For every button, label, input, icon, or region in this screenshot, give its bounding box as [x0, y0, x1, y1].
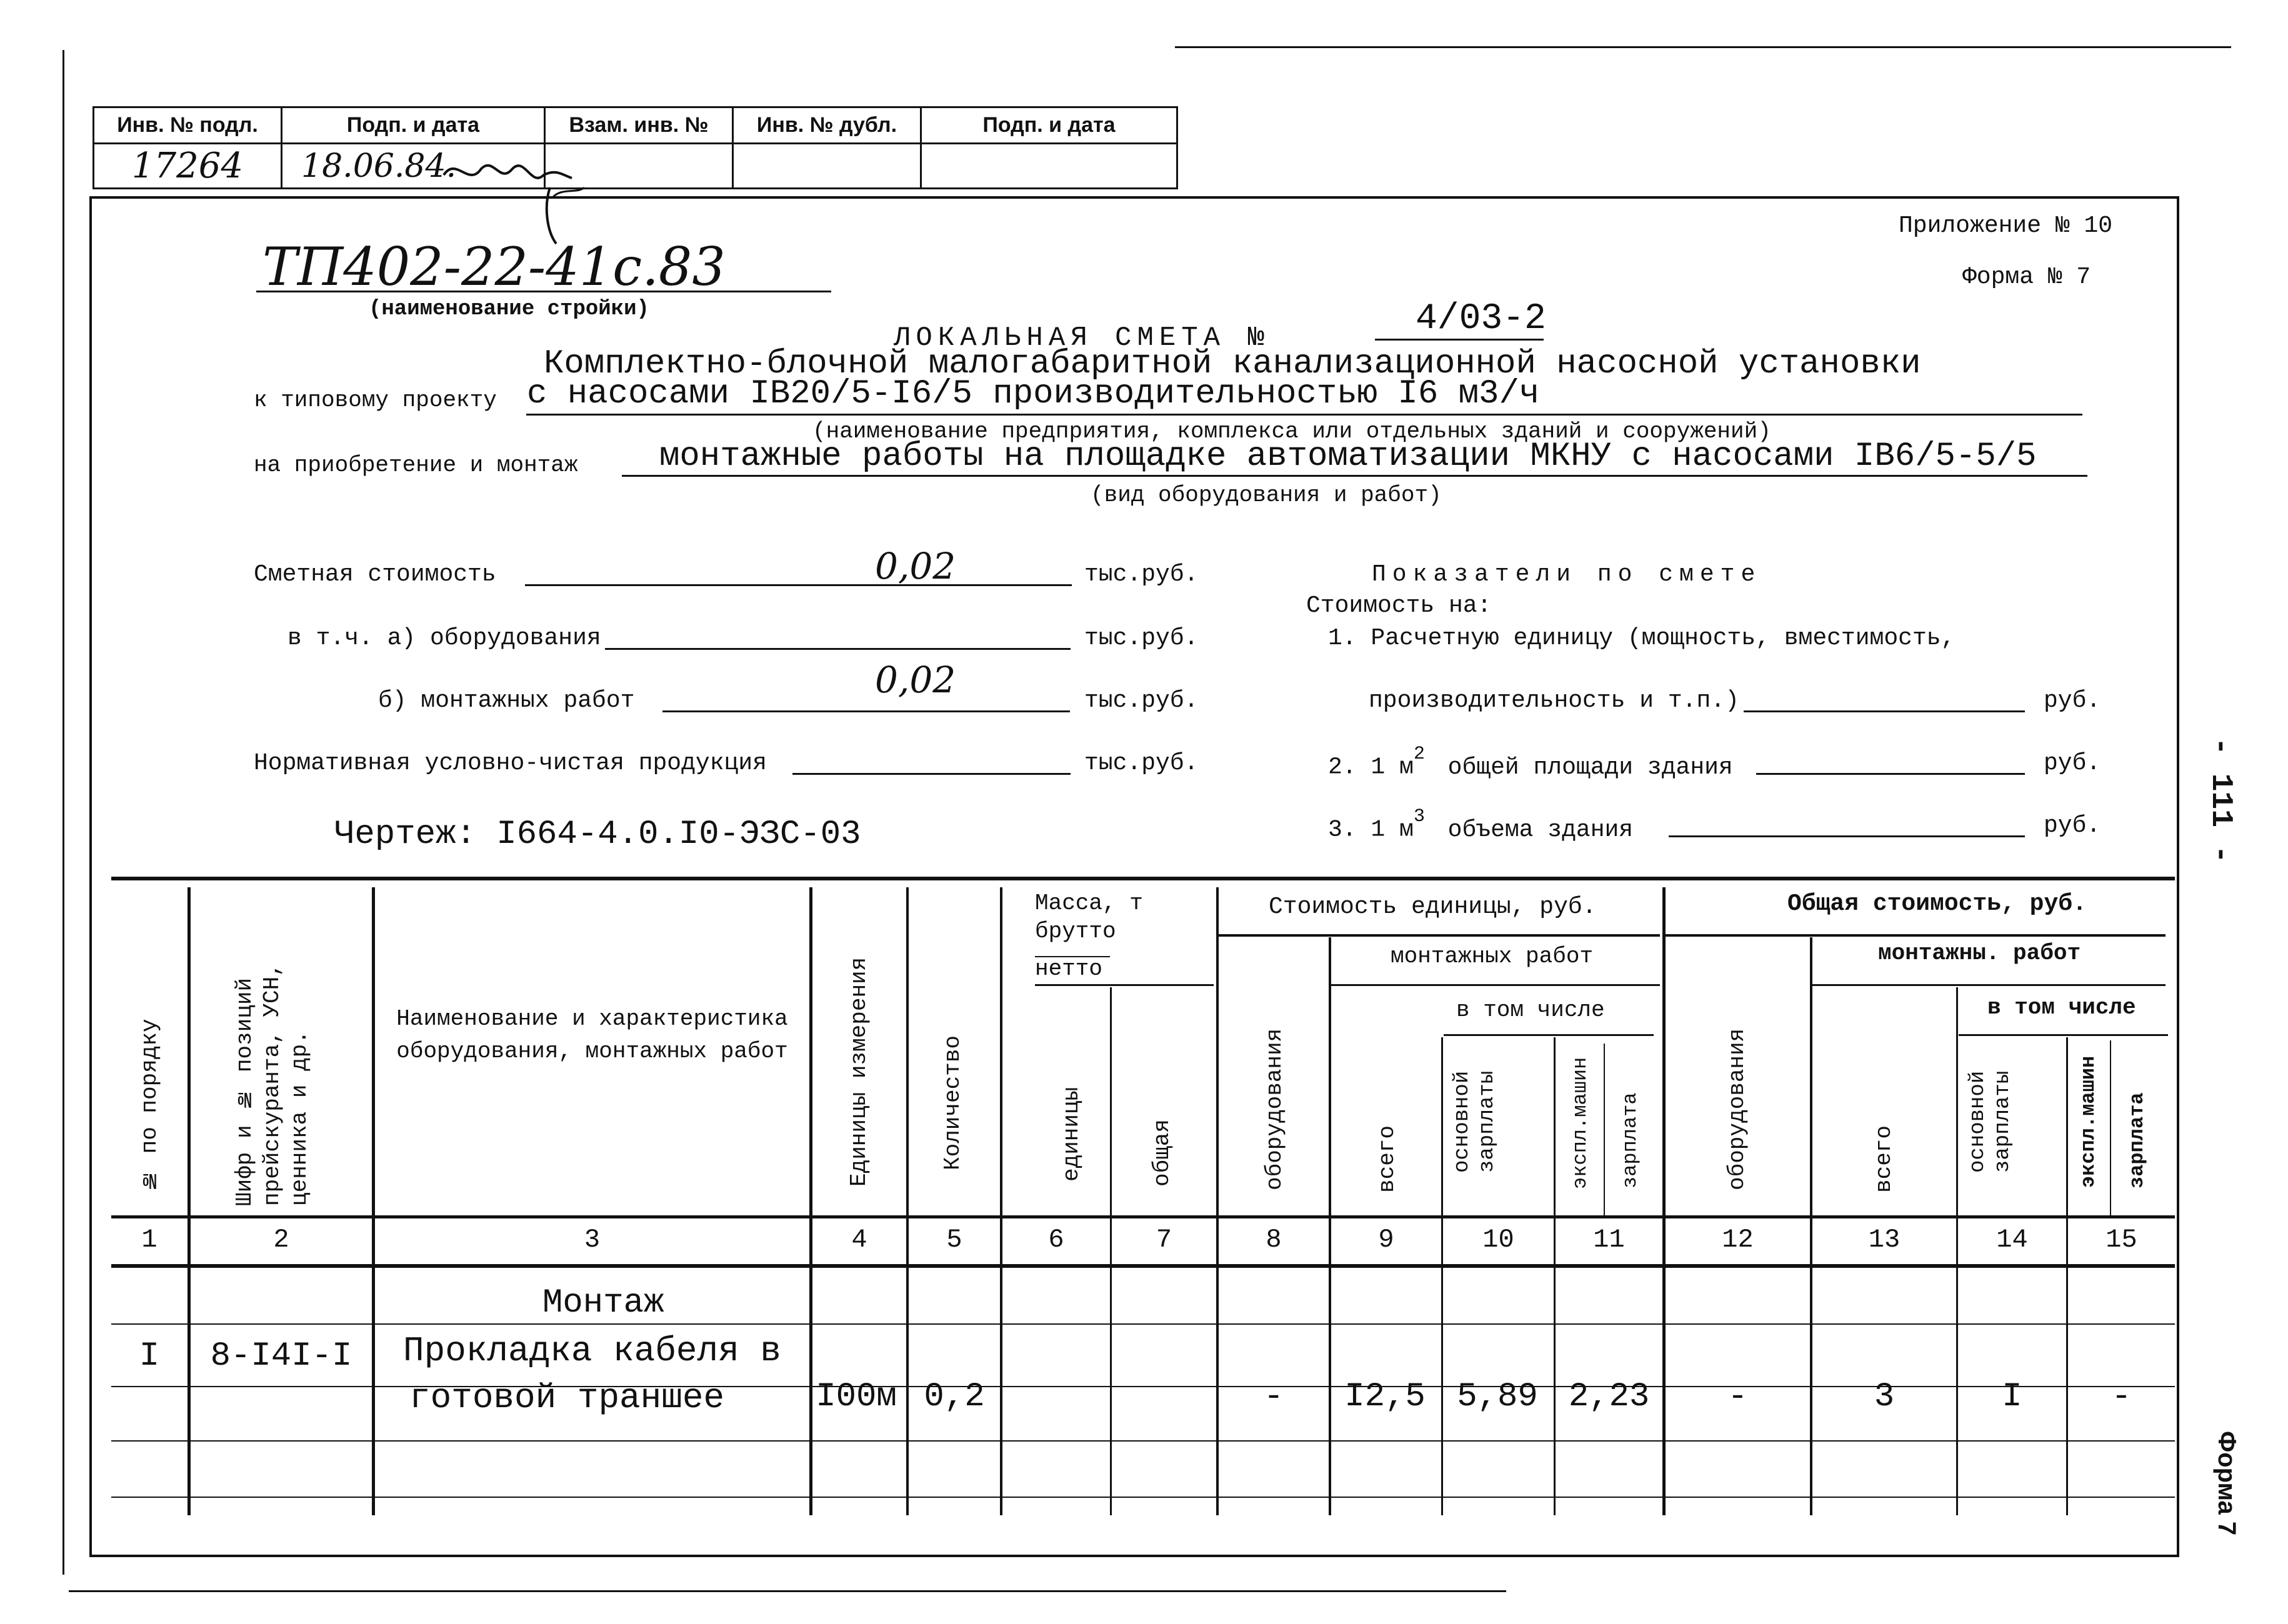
col-line-6 — [1000, 887, 1002, 1515]
table-header-bottom-line — [111, 1215, 2175, 1218]
hdr-unit-machine: экспл.машин — [1569, 1057, 1592, 1190]
signature-image — [437, 150, 600, 250]
project-caption: (наименование предприятия, комплекса или отдельных зданий и сооружений) — [812, 419, 1771, 444]
hdr-totalcost-install-line — [1812, 984, 2166, 986]
table-row-line-1 — [111, 1323, 2175, 1325]
stamp-value-inv-podl: 17264 — [94, 144, 282, 189]
page-frame-top-line — [1175, 46, 2231, 48]
indicator-item-2-underline — [1756, 773, 2025, 775]
hdr-mass-line — [1035, 984, 1214, 986]
row-c14: I — [2002, 1378, 2022, 1416]
stamp-value-podp — [921, 144, 1177, 189]
indicator-item-3-underline — [1669, 835, 2025, 837]
col-line-12 — [1662, 887, 1666, 1515]
hdr-mass-brutto: брутто — [1035, 919, 1116, 944]
project-line-1: Комплектно-блочной малогабаритной канализационной насосной установки — [544, 345, 1921, 383]
estimate-number: 4/03-2 — [1416, 299, 1546, 339]
hdr-code-text: Шифр и № позиций прейскуранта, УСН, ценника и др. — [232, 963, 312, 1206]
hdr-totalcost-line — [1666, 934, 2166, 937]
indicator-item-2 — [1328, 744, 1733, 781]
colnum-5: 5 — [946, 1225, 962, 1255]
page-frame-left-top — [62, 50, 64, 1575]
construction-name-underline — [256, 291, 831, 292]
colnum-4: 4 — [851, 1225, 867, 1255]
hdr-qty: Количество — [940, 1035, 966, 1171]
hdr-unit-all: всего — [1374, 1125, 1400, 1193]
estimate-number-underline — [1375, 339, 1544, 341]
row-num: I — [139, 1337, 160, 1375]
hdr-name — [375, 1003, 809, 1068]
hdr-total-equipment: оборудования — [1724, 1028, 1750, 1190]
equipment-cost-label: в т.ч. а) оборудования — [287, 625, 601, 652]
row-unit: I00м — [816, 1378, 897, 1416]
page-frame-bottom-line — [69, 1590, 1506, 1592]
stamp-value-date: 18.06.84. — [282, 144, 545, 189]
approval-stamp-table — [92, 106, 1178, 189]
purchase-underline — [622, 475, 2087, 477]
hdr-total-machine: экспл.машин — [2077, 1055, 2100, 1188]
indicator-item-2-label: 2. 1 м — [1328, 754, 1414, 781]
hdr-mass: Масса, т — [1035, 890, 1143, 916]
hdr-unit-salary: зарплата — [1619, 1092, 1642, 1188]
normative-unit: тыс.руб. — [1084, 750, 1199, 777]
stamp-header-podp-data-2: Подп. и дата — [921, 107, 1177, 144]
form-border-right — [2177, 196, 2179, 1555]
estimated-cost-unit: тыс.руб. — [1084, 561, 1199, 588]
indicator-item-1a: 1. Расчетную единицу (мощность, вместимость, — [1328, 625, 1956, 652]
equipment-cost-unit: тыс.руб. — [1084, 625, 1199, 652]
colnum-7: 7 — [1156, 1225, 1172, 1255]
hdr-units: Единицы измерения — [846, 957, 872, 1187]
row-code: 8-I4I-I — [210, 1337, 352, 1375]
table-row-line-4 — [111, 1497, 2175, 1498]
project-label: к типовому проекту — [254, 387, 497, 413]
colnum-15: 15 — [2106, 1225, 2137, 1255]
hdr-total-installation: монтажны. работ — [1878, 940, 2081, 966]
normative-underline — [792, 773, 1071, 775]
col-line-10 — [1441, 1037, 1443, 1515]
side-page-number: - 111 - — [2204, 737, 2237, 864]
indicator-item-3 — [1328, 806, 1634, 844]
construction-name: ТП402-22-41с.83 — [262, 236, 726, 297]
hdr-mass-total: общая — [1149, 1118, 1175, 1187]
row-c12: - — [1727, 1378, 1748, 1416]
hdr-order: № по порядку — [137, 1019, 162, 1193]
col-line-15 — [2066, 1037, 2068, 1515]
colnum-3: 3 — [584, 1225, 601, 1255]
row-qty: 0,2 — [924, 1378, 985, 1416]
purchase-caption: (вид оборудования и работ) — [1091, 482, 1442, 508]
colnum-11: 11 — [1593, 1225, 1625, 1255]
colnum-2: 2 — [273, 1225, 289, 1255]
indicators-title: Показатели по смете — [1372, 561, 1762, 588]
installation-cost-underline — [662, 710, 1070, 712]
hdr-unit-cost: Стоимость единицы, руб. — [1269, 894, 1597, 920]
hdr-mass-netto: нетто — [1035, 956, 1103, 982]
indicators-cost-on: Стоимость на: — [1306, 592, 1492, 619]
colnum-1: 1 — [141, 1225, 157, 1255]
col-line-3 — [372, 887, 375, 1515]
stamp-header-podp-data: Подп. и дата — [282, 107, 545, 144]
hdr-total-base-salary — [1966, 1037, 2059, 1206]
drawing-reference: Чертеж: I664-4.0.I0-ЭЗС-03 — [334, 815, 861, 854]
construction-caption: (наименование стройки) — [369, 297, 649, 321]
estimated-cost-underline — [525, 584, 1072, 586]
col-line-11b — [1604, 1044, 1605, 1215]
colnum-14: 14 — [1996, 1225, 2028, 1255]
table-row-line-3 — [111, 1440, 2175, 1442]
purchase-value: монтажные работы на площадке автоматизации МКНУ с насосами IВ6/5-5/5 — [659, 437, 2037, 476]
hdr-total-salary: зарплата — [2126, 1092, 2149, 1188]
installation-cost-value: 0,02 — [875, 659, 956, 701]
row-c15: - — [2111, 1378, 2132, 1416]
row-c8: - — [1263, 1378, 1284, 1416]
indicator-item-3-rest: объема здания — [1447, 816, 1634, 844]
estimate-title: ЛОКАЛЬНАЯ СМЕТА № — [894, 322, 1270, 354]
stamp-header-vzam-inv: Взам. инв. № — [545, 107, 733, 144]
equipment-cost-underline — [605, 648, 1071, 650]
col-line-15b — [2110, 1040, 2111, 1215]
form-number-label: Форма № 7 — [1962, 264, 2091, 291]
stamp-header-inv-dubl: Инв. № дубл. — [733, 107, 921, 144]
installation-cost-label: б) монтажных работ — [378, 687, 635, 714]
colnum-8: 8 — [1266, 1225, 1282, 1255]
col-line-8 — [1216, 887, 1219, 1515]
project-line-2: с насосами IВ20/5-I6/5 производительностью I6 м3/ч — [527, 375, 1540, 413]
indicator-item-3-label: 3. 1 м — [1328, 816, 1414, 844]
indicator-item-2-unit: руб. — [2044, 750, 2101, 777]
hdr-unit-base-salary — [1450, 1037, 1544, 1206]
stamp-header-inv-podl: Инв. № подл. — [94, 107, 282, 144]
hdr-total-cost: Общая стоимость, руб. — [1787, 890, 2087, 917]
section-title: Монтаж — [542, 1284, 664, 1322]
indicator-item-3-sup: 3 — [1413, 806, 1425, 827]
col-line-2 — [187, 887, 191, 1515]
colnum-10: 10 — [1482, 1225, 1514, 1255]
col-line-11 — [1554, 1037, 1556, 1515]
purchase-label: на приобретение и монтаж — [254, 452, 578, 478]
indicator-item-3-unit: руб. — [2044, 812, 2101, 839]
hdr-unit-base-salary-text: основной зарплаты — [1451, 1070, 1499, 1173]
hdr-unitcost-incl-line — [1444, 1034, 1654, 1036]
hdr-total-base-salary-text: основной зарплаты — [1966, 1070, 2015, 1173]
appendix-label: Приложение № 10 — [1899, 212, 2113, 239]
hdr-total-including: в том числе — [1987, 995, 2136, 1020]
indicator-item-1b: производительность и т.п.) — [1369, 687, 1739, 714]
estimated-cost-label: Сметная стоимость — [254, 561, 496, 588]
colnum-12: 12 — [1722, 1225, 1754, 1255]
table-top-line — [111, 877, 2175, 880]
stamp-value-dubl — [733, 144, 921, 189]
row-c13: 3 — [1874, 1378, 1895, 1416]
row-name-line-1: Прокладка кабеля в — [403, 1331, 781, 1371]
project-underline — [526, 414, 2082, 416]
hdr-unitcost-install-line — [1331, 984, 1660, 986]
col-line-4 — [809, 887, 812, 1515]
indicator-item-2-sup: 2 — [1413, 744, 1425, 765]
hdr-unit-installation: монтажных работ — [1391, 944, 1594, 969]
hdr-totalcost-incl-line — [1959, 1034, 2168, 1036]
side-form-label: Форма 7 — [2213, 1431, 2241, 1536]
table-colnum-bottom-line — [111, 1264, 2175, 1268]
row-c11: 2,23 — [1568, 1378, 1650, 1416]
hdr-code — [231, 937, 337, 1206]
hdr-mass-unit: единицы — [1059, 1087, 1084, 1182]
colnum-9: 9 — [1378, 1225, 1394, 1255]
hdr-unit-including: в том числе — [1456, 997, 1605, 1023]
colnum-6: 6 — [1048, 1225, 1064, 1255]
hdr-total-all: всего — [1871, 1125, 1897, 1193]
hdr-unit-equipment: оборудования — [1262, 1028, 1287, 1190]
installation-cost-unit: тыс.руб. — [1084, 687, 1199, 714]
col-line-5 — [906, 887, 909, 1515]
row-name-line-2: готовой траншее — [409, 1378, 725, 1418]
row-c9: I2,5 — [1344, 1378, 1426, 1416]
row-c10: 5,89 — [1457, 1378, 1538, 1416]
estimated-cost-value: 0,02 — [875, 545, 956, 587]
indicator-item-1-unit: руб. — [2044, 687, 2101, 714]
hdr-unitcost-line — [1219, 934, 1660, 937]
normative-label: Нормативная условно-чистая продукция — [254, 750, 767, 777]
colnum-13: 13 — [1868, 1225, 1901, 1255]
hdr-name-text: Наименование и характеристика оборудования, монтажных работ — [396, 1006, 788, 1064]
indicator-item-2-rest: общей площади здания — [1447, 754, 1733, 781]
indicator-item-1-underline — [1744, 710, 2025, 712]
